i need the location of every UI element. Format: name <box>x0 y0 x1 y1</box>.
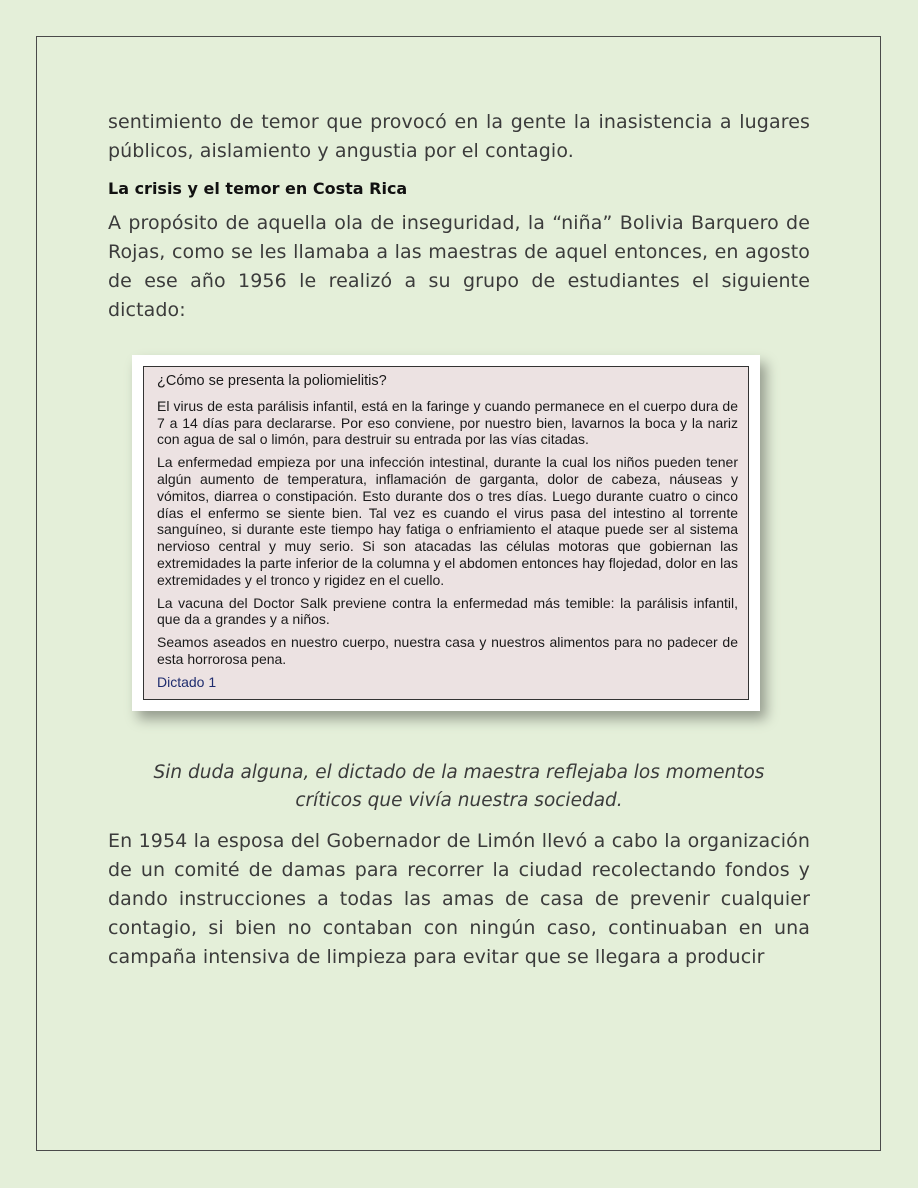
paragraph-3: En 1954 la esposa del Gobernador de Limón llevó a cabo la organización de un comité de damas para recorrer la ciudad recolectando fondos y dando instrucciones a todas las amas de casa de prevenir cualquier contagio, si bien no contaban con ningún caso, continuaban en una campaña intensiva de limpieza para evitar que se llegara a producir <box>108 829 810 968</box>
dictation-paragraph: Seamos aseados en nuestro cuerpo, nuestra casa y nuestros alimentos para no padecer de esta horrorosa pena. <box>157 634 738 667</box>
dictation-box <box>143 366 749 700</box>
dictation-figure <box>132 355 760 711</box>
intro-paragraph: sentimiento de temor que provocó en la gente la inasistencia a lugares públicos, aislamiento y angustia por el contagio. <box>108 111 810 162</box>
section-heading: La crisis y el temor en Costa Rica <box>108 179 408 198</box>
dictation-paragraph: El virus de esta parálisis infantil, está en la faringe y cuando permanece en el cuerpo dura de 7 a 14 días para declararse. Por eso conviene, por nuestro bien, lavarnos la boca y la nariz con agua de sal o limón, para destruir su entrada por las vías citadas. <box>157 397 738 448</box>
dictation-title: ¿Cómo se presenta la poliomielitis? <box>157 373 387 389</box>
dictation-footer: Dictado 1 <box>157 673 217 690</box>
figure-caption: Sin duda alguna, el dictado de la maestra reflejaba los momentos críticos que vivía nuestra sociedad. <box>153 761 765 811</box>
dictation-paragraph: La vacuna del Doctor Salk previene contra la enfermedad más temible: la parálisis infantil, que da a grandes y a niños. <box>157 594 738 628</box>
dictation-paragraph: La enfermedad empieza por una infección intestinal, durante la cual los niños pueden tener algún aumento de temperatura, inflamación de garganta, dolor de cabeza, náuseas y vómitos, diarrea o constipación. Esto durante dos o tres días. Luego durante cuatro o cinco días el enfermo se siente bien. Tal vez es cuando el virus pasa del intestino al torrente sanguíneo, si durante este tiempo hay fatiga o enfriamiento el ataque puede ser al sistema nervioso central y muy serio. Si son atacadas las células motoras que gobiernan las extremidades la parte inferior de la columna y el abdomen entonces hay flojedad, dolor en las extremidades y el tronco y rigidez en el cuello. <box>157 454 738 588</box>
paragraph-2: A propósito de aquella ola de inseguridad, la “niña” Bolivia Barquero de Rojas, como se les llamaba a las maestras de aquel entonces, en agosto de ese año 1956 le realizó a su grupo de estudiantes el siguiente dictado: <box>108 212 810 321</box>
page-content <box>108 108 810 972</box>
